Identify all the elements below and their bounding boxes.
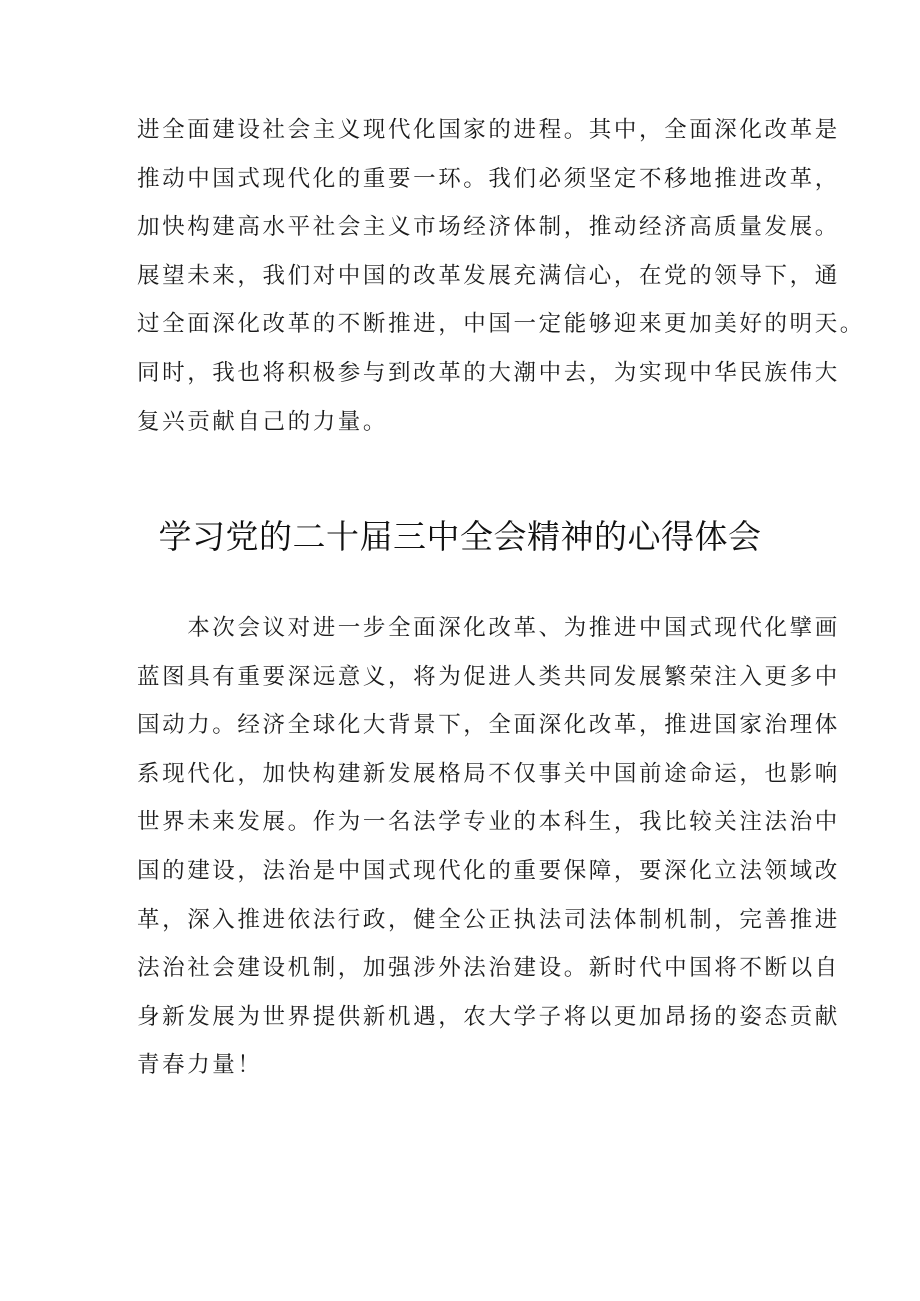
paragraph-line: 革，深入推进依法行政，健全公正执法司法体制机制，完善推进 (137, 906, 840, 933)
paragraph-line: 身新发展为世界提供新机遇，农大学子将以更加昂扬的姿态贡献 (137, 1003, 840, 1030)
continued-paragraph (137, 106, 865, 446)
paragraph-line: 国的建设，法治是中国式现代化的重要保障，要深化立法领域改 (137, 857, 840, 884)
paragraph-line: 展望未来，我们对中国的改革发展充满信心，在党的领导下，通 (137, 262, 840, 289)
paragraph-line: 加快构建高水平社会主义市场经济体制，推动经济高质量发展。 (137, 214, 840, 241)
paragraph-line: 蓝图具有重要深远意义，将为促进人类共同发展繁荣注入更多中 (137, 663, 840, 690)
paragraph-line: 国动力。经济全球化大背景下，全面深化改革，推进国家治理体 (137, 712, 840, 739)
paragraph-line: 本次会议对进一步全面深化改革、为推进中国式现代化擘画 (137, 615, 840, 641)
paragraph-line: 同时，我也将积极参与到改革的大潮中去，为实现中华民族伟大 (137, 359, 840, 386)
body-paragraph (137, 604, 840, 1090)
paragraph-line: 复兴贡献自己的力量。 (137, 408, 389, 435)
paragraph-line: 青春力量！ (137, 1052, 263, 1079)
paragraph-line: 过全面深化改革的不断推进，中国一定能够迎来更加美好的明天。 (137, 311, 865, 338)
paragraph-line: 进全面建设社会主义现代化国家的进程。其中，全面深化改革是 (137, 117, 840, 143)
paragraph-line: 系现代化，加快构建新发展格局不仅事关中国前途命运，也影响 (137, 760, 840, 787)
paragraph-line: 推动中国式现代化的重要一环。我们必须坚定不移地推进改革， (137, 165, 840, 192)
paragraph-line: 世界未来发展。作为一名法学专业的本科生，我比较关注法治中 (137, 809, 840, 836)
paragraph-line: 法治社会建设机制，加强涉外法治建设。新时代中国将不断以自 (137, 955, 840, 982)
document-title: 学习党的二十届三中全会精神的心得体会 (158, 517, 762, 556)
